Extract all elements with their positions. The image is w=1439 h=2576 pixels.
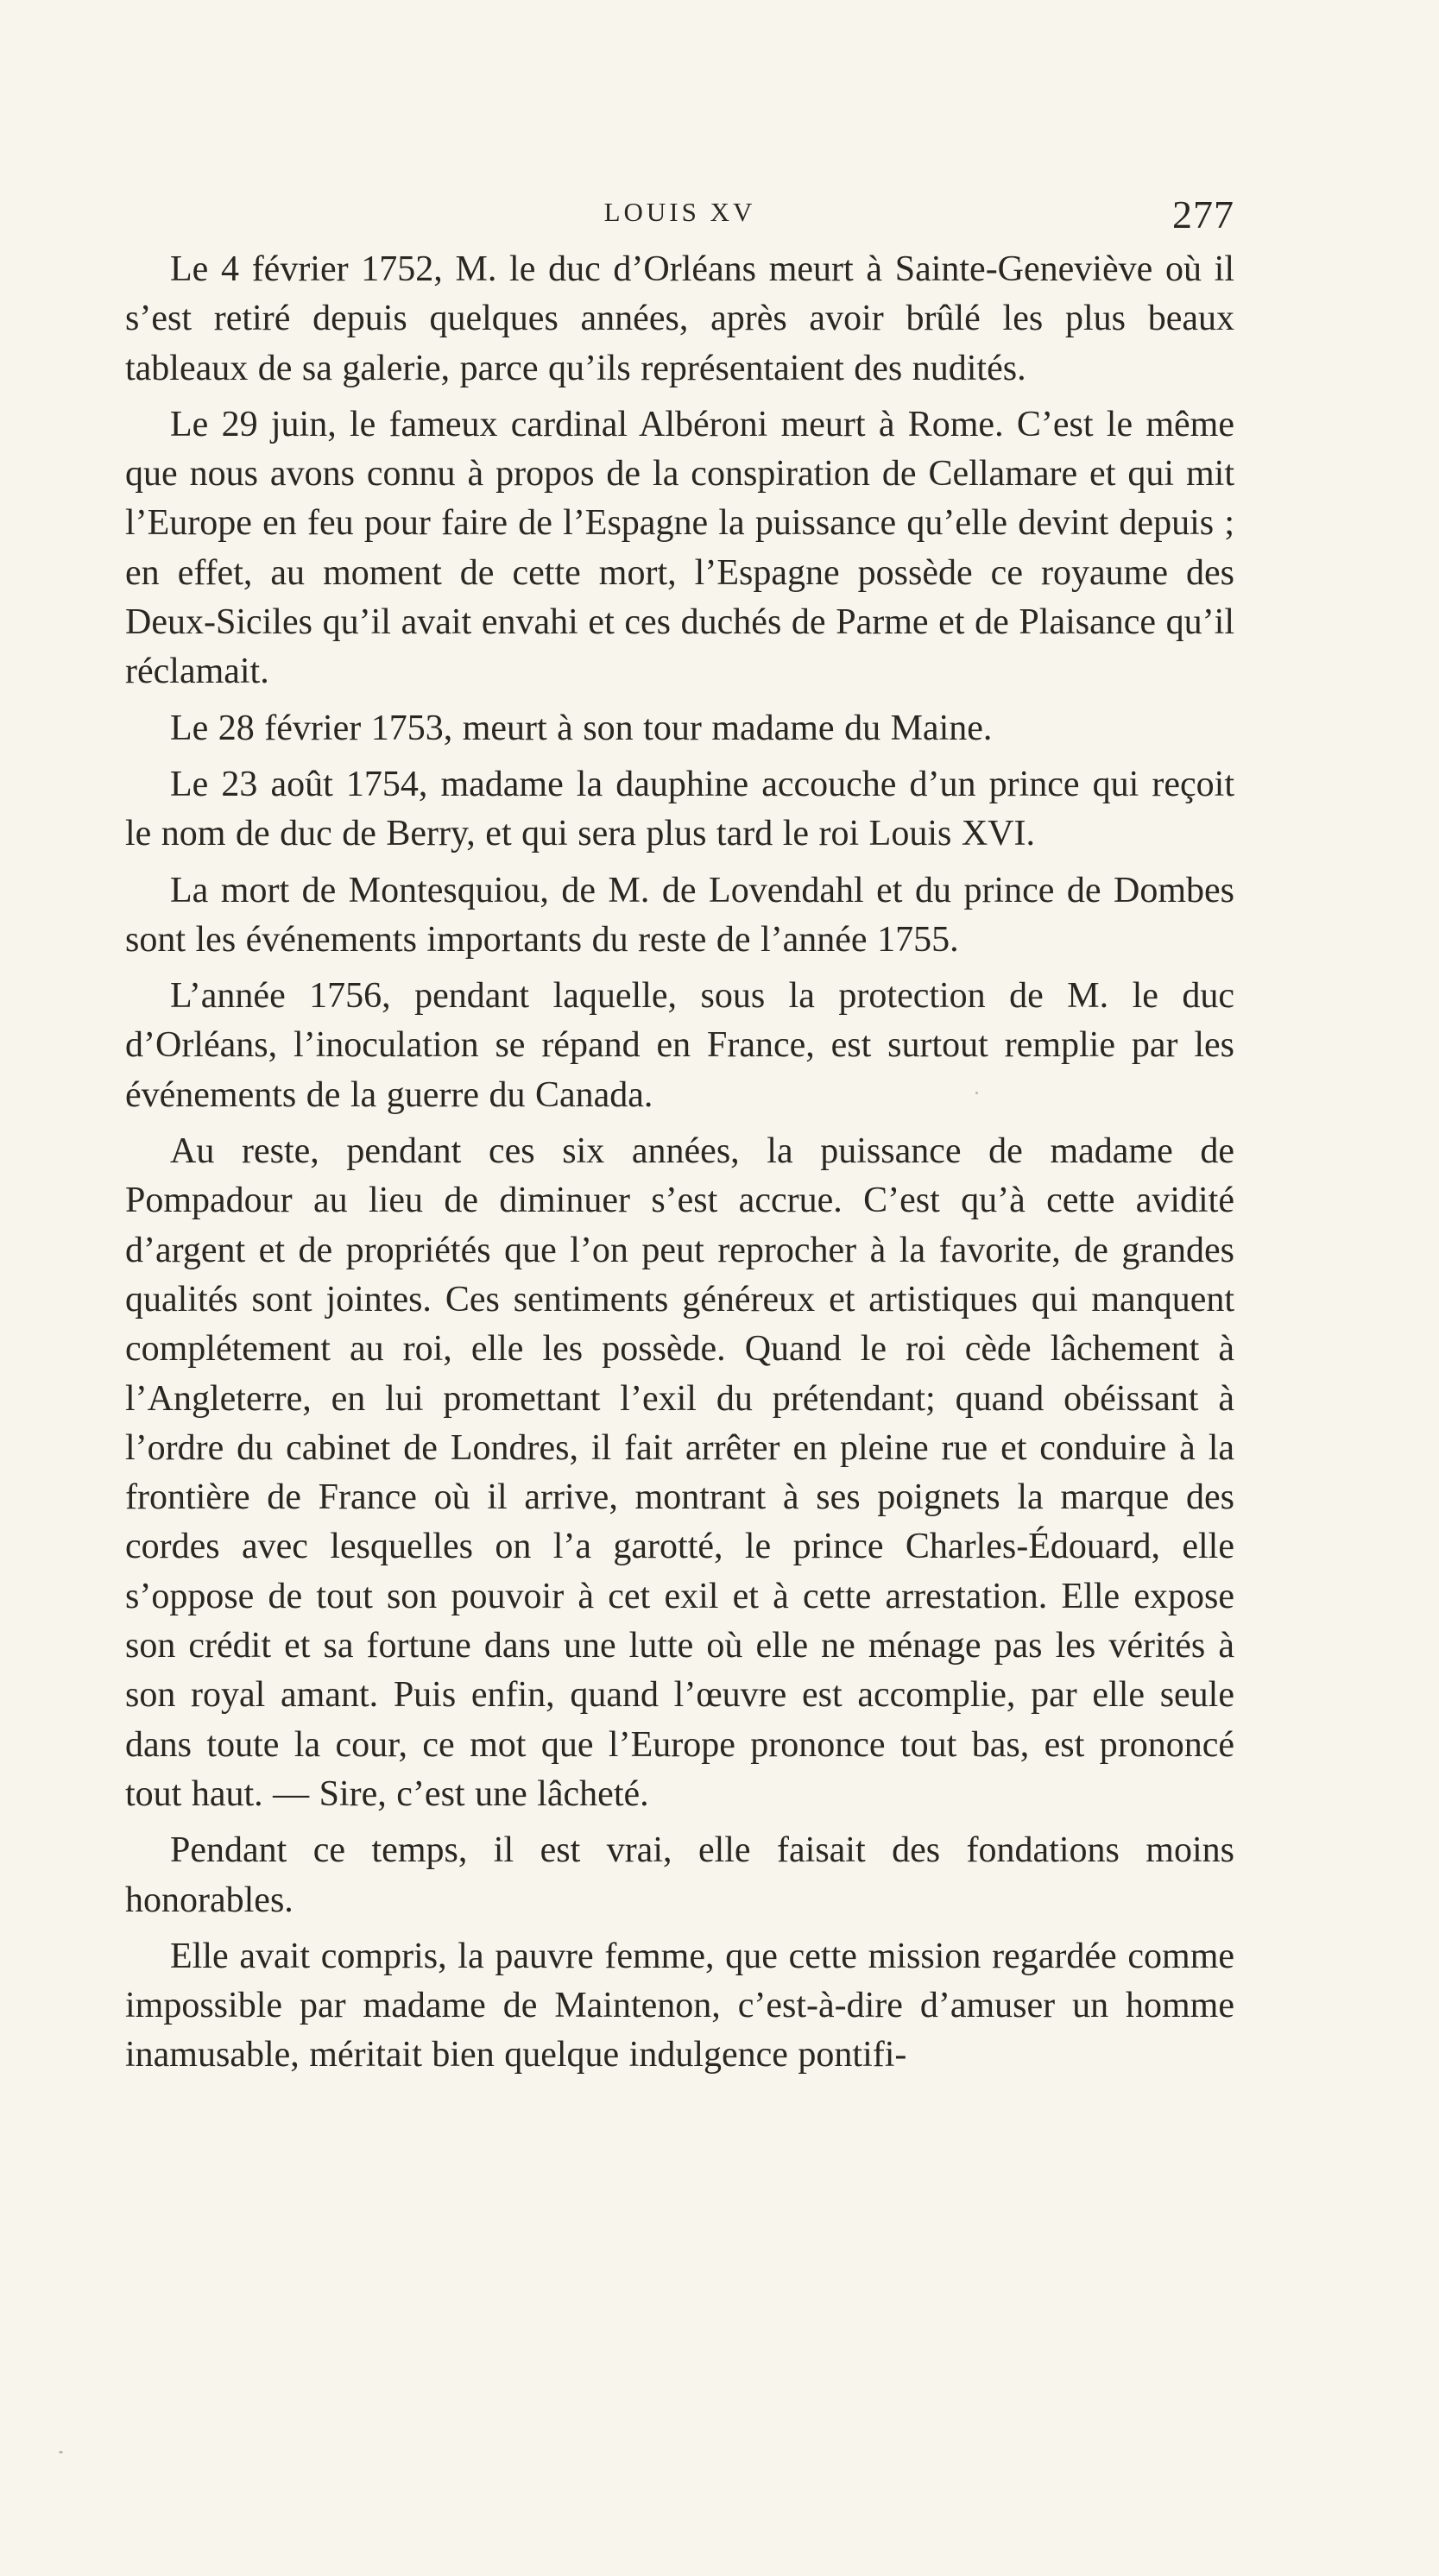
paragraph-3: Le 28 février 1753, meurt à son tour madame du Maine.	[170, 708, 993, 748]
paper-speck	[59, 2451, 63, 2453]
paragraph-9: Elle avait compris, la pauvre femme, que cette mission regardée comme impossible par madame de Maintenon, c’est-à-dire d’amuser un homme inamusable, méritait bien quelque indulgence pontifi-	[125, 1936, 1234, 2075]
paragraph-2: Le 29 juin, le fameux cardinal Albéroni meurt à Rome. C’est le même que nous avons connu à propos de la conspiration de Cellamare et qui mit l’Europe en feu pour faire de l’Espagne la puissance qu’elle devint depuis ; en effet, au moment de cette mort, l’Espagne possède ce royaume des Deux-Siciles qu’il avait envahi et ces duchés de Parme et de Plaisance qu’il réclamait.	[125, 404, 1234, 692]
page-number: 277	[1172, 192, 1234, 236]
paragraph-6: L’année 1756, pendant laquelle, sous la protection de M. le duc d’Orléans, l’inoculation se répand en France, est surtout remplie par les événements de la guerre du Canada.	[125, 976, 1234, 1115]
paragraph-7: Au reste, pendant ces six années, la puissance de madame de Pompadour au lieu de diminuer s’est accrue. C’est qu’à cette avidité d’argent et de propriétés que l’on peut reprocher à la favorite, de grandes qualités sont jointes. Ces sentiments généreux et artistiques qui manquent complétement au roi, elle les possède. Quand le roi cède lâchement à l’Angleterre, en lui promettant l’exil du prétendant; quand obéissant à l’ordre du cabinet de Londres, il fait arrêter en pleine rue et conduire à la frontière de France où il arrive, montrant à ses poignets la marque des cordes avec lesquelles on l’a garotté, le prince Charles-Édouard, elle s’oppose de tout son pouvoir à cet exil et à cette arrestation. Elle expose son crédit et sa fortune dans une lutte où elle ne ménage pas les vérités à son royal amant. Puis enfin, quand l’œuvre est accomplie, par elle seule dans toute la cour, ce mot que l’Europe prononce tout bas, est prononcé tout haut. — Sire, c’est une lâcheté.	[125, 1131, 1234, 1814]
paragraph-4: Le 23 août 1754, madame la dauphine accouche d’un prince qui reçoit le nom de duc de Berry, et qui sera plus tard le roi Louis XVI.	[125, 764, 1234, 854]
paragraph-5: La mort de Montesquiou, de M. de Lovendahl et du prince de Dombes sont les événements importants du reste de l’année 1755.	[125, 870, 1234, 960]
running-title: LOUIS XV	[603, 197, 756, 227]
paper-speck	[975, 1092, 978, 1094]
paragraph-8: Pendant ce temps, il est vrai, elle faisait des fondations moins honorables.	[125, 1830, 1234, 1920]
paragraph-1: Le 4 février 1752, M. le duc d’Orléans meurt à Sainte-Geneviève où il s’est retiré depuis quelques années, après avoir brûlé les plus beaux tableaux de sa galerie, parce qu’ils représentaient des nudités.	[125, 249, 1234, 388]
body-text	[125, 245, 1234, 2088]
running-head	[125, 192, 1234, 252]
